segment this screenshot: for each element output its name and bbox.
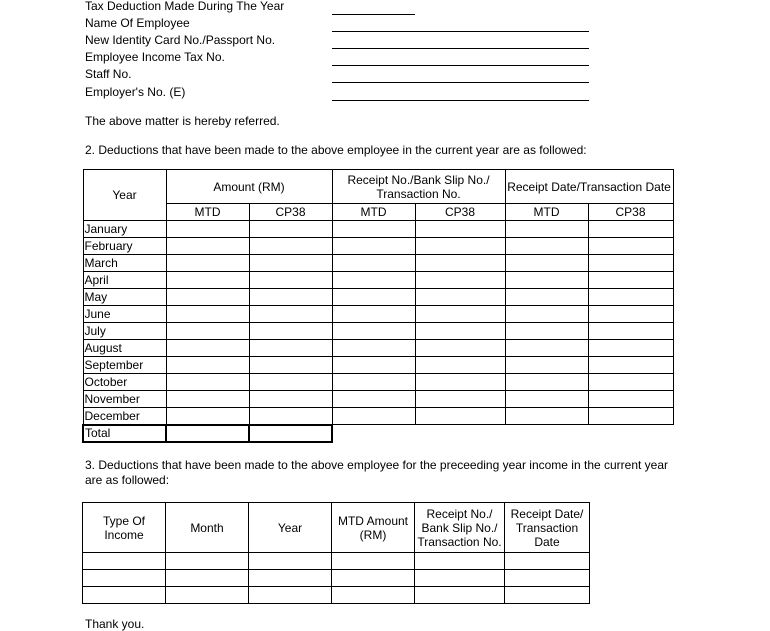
month-label: December xyxy=(83,408,166,425)
entry-cell[interactable] xyxy=(415,272,505,289)
month-row xyxy=(83,255,673,272)
month-row xyxy=(83,272,673,289)
field-label-ic-passport: New Identity Card No./Passport No. xyxy=(85,33,276,47)
entry-cell[interactable] xyxy=(249,306,332,323)
header-date3-line3: Date xyxy=(534,534,560,549)
header-amount: Amount (RM) xyxy=(166,170,332,204)
entry-cell[interactable] xyxy=(332,323,415,340)
entry-cell[interactable] xyxy=(332,255,415,272)
subheader-amount-cp38: CP38 xyxy=(249,204,332,221)
header-receipt3-line3: Transaction No. xyxy=(417,534,502,549)
entry-cell[interactable] xyxy=(588,289,673,306)
entry-cell[interactable] xyxy=(166,272,249,289)
entry-cell[interactable] xyxy=(332,289,415,306)
entry-cell[interactable] xyxy=(415,340,505,357)
header-date3-line2: Transaction xyxy=(515,520,579,535)
entry-cell[interactable] xyxy=(588,374,673,391)
field-line-ic-passport[interactable] xyxy=(332,48,589,49)
total-label: Total xyxy=(83,425,166,442)
current-year-deductions-table xyxy=(82,169,674,443)
month-label: February xyxy=(83,238,166,255)
entry-cell[interactable] xyxy=(505,255,588,272)
entry-cell[interactable] xyxy=(332,408,415,425)
month-label: January xyxy=(83,221,166,238)
entry-cell[interactable] xyxy=(249,221,332,238)
subheader-date-mtd: MTD xyxy=(505,204,588,221)
entry-cell[interactable] xyxy=(249,323,332,340)
entry-cell[interactable] xyxy=(166,357,249,374)
entry-cell[interactable] xyxy=(249,553,332,570)
field-label-staff-no: Staff No. xyxy=(85,67,132,81)
entry-cell[interactable] xyxy=(505,553,590,570)
entry-cell[interactable] xyxy=(332,391,415,408)
entry-cell[interactable] xyxy=(588,272,673,289)
entry-cell[interactable] xyxy=(332,340,415,357)
month-row xyxy=(83,306,673,323)
entry-cell[interactable] xyxy=(505,238,588,255)
field-line-employer-no[interactable] xyxy=(332,100,589,101)
entry-cell[interactable] xyxy=(415,255,505,272)
entry-cell[interactable] xyxy=(415,323,505,340)
entry-cell[interactable] xyxy=(166,374,249,391)
entry-cell[interactable] xyxy=(332,238,415,255)
intro-text: The above matter is hereby referred. xyxy=(85,114,280,128)
entry-cell[interactable] xyxy=(415,570,505,587)
entry-cell[interactable] xyxy=(249,357,332,374)
section3-title-line2: are as followed: xyxy=(85,473,170,487)
entry-cell[interactable] xyxy=(166,306,249,323)
month-label: April xyxy=(83,272,166,289)
closing-text: Thank you. xyxy=(85,617,145,631)
entry-cell[interactable] xyxy=(249,255,332,272)
entry-cell[interactable] xyxy=(415,238,505,255)
entry-cell[interactable] xyxy=(505,570,590,587)
month-label: May xyxy=(83,289,166,306)
entry-cell[interactable] xyxy=(415,374,505,391)
month-label: March xyxy=(83,255,166,272)
entry-cell[interactable] xyxy=(249,570,332,587)
table-row xyxy=(83,553,590,570)
month-label: November xyxy=(83,391,166,408)
entry-cell[interactable] xyxy=(588,340,673,357)
entry-cell[interactable] xyxy=(83,587,166,604)
entry-cell[interactable] xyxy=(83,570,166,587)
header-mtd-line2: (RM) xyxy=(359,527,387,542)
total-cp38-cell[interactable] xyxy=(249,425,332,442)
field-label-tax-deduction: Tax Deduction Made During The Year xyxy=(85,0,285,13)
subheader-receipt-mtd: MTD xyxy=(332,204,415,221)
entry-cell[interactable] xyxy=(415,553,505,570)
entry-cell[interactable] xyxy=(415,221,505,238)
month-label: July xyxy=(83,323,166,340)
entry-cell[interactable] xyxy=(505,272,588,289)
entry-cell[interactable] xyxy=(505,391,588,408)
month-row xyxy=(83,289,673,306)
entry-cell[interactable] xyxy=(415,587,505,604)
total-mtd-cell[interactable] xyxy=(166,425,249,442)
entry-cell[interactable] xyxy=(332,570,415,587)
entry-cell[interactable] xyxy=(249,289,332,306)
header-receipt xyxy=(332,170,505,204)
entry-cell[interactable] xyxy=(415,357,505,374)
entry-cell[interactable] xyxy=(588,221,673,238)
entry-cell[interactable] xyxy=(332,553,415,570)
preceding-year-deductions-table xyxy=(82,502,590,604)
month-label: October xyxy=(83,374,166,391)
entry-cell[interactable] xyxy=(415,408,505,425)
month-row xyxy=(83,374,673,391)
entry-cell[interactable] xyxy=(249,340,332,357)
entry-cell[interactable] xyxy=(249,391,332,408)
month-row xyxy=(83,238,673,255)
month-label: September xyxy=(83,357,166,374)
header-receipt-line1: Receipt No./Bank Slip No./ xyxy=(347,172,490,187)
entry-cell[interactable] xyxy=(332,374,415,391)
entry-cell[interactable] xyxy=(415,306,505,323)
header-receipt3-line1: Receipt No./ xyxy=(426,506,493,521)
month-row xyxy=(83,340,673,357)
month-row xyxy=(83,323,673,340)
entry-cell[interactable] xyxy=(166,570,249,587)
entry-cell[interactable] xyxy=(505,221,588,238)
header-type-line2: Income xyxy=(104,527,144,542)
entry-cell[interactable] xyxy=(249,408,332,425)
entry-cell[interactable] xyxy=(588,238,673,255)
entry-cell[interactable] xyxy=(249,238,332,255)
entry-cell[interactable] xyxy=(505,306,588,323)
entry-cell[interactable] xyxy=(166,340,249,357)
header-receipt-line2: Transaction No. xyxy=(376,186,461,201)
subheader-receipt-cp38: CP38 xyxy=(415,204,505,221)
entry-cell[interactable] xyxy=(505,289,588,306)
field-label-income-tax-no: Employee Income Tax No. xyxy=(85,50,225,64)
section2-title: 2. Deductions that have been made to the above employee in the current year are as followed: xyxy=(85,143,587,157)
entry-cell[interactable] xyxy=(332,272,415,289)
month-label: August xyxy=(83,340,166,357)
header-year: Year xyxy=(83,170,166,221)
month-row xyxy=(83,391,673,408)
field-line-income-tax-no[interactable] xyxy=(332,65,589,66)
entry-cell[interactable] xyxy=(332,357,415,374)
subheader-date-cp38: CP38 xyxy=(588,204,673,221)
entry-cell[interactable] xyxy=(166,255,249,272)
header-month: Month xyxy=(166,503,249,553)
entry-cell[interactable] xyxy=(415,391,505,408)
blank-cell xyxy=(332,425,415,442)
entry-cell[interactable] xyxy=(166,587,249,604)
entry-cell[interactable] xyxy=(588,391,673,408)
header-type-line1: Type Of xyxy=(102,513,146,528)
month-row xyxy=(83,357,673,374)
blank-cell xyxy=(505,425,588,442)
entry-cell[interactable] xyxy=(332,587,415,604)
header-type-of-income xyxy=(83,503,166,553)
field-line-staff-no[interactable] xyxy=(332,82,589,83)
header-mtd-amount xyxy=(332,503,415,553)
entry-cell[interactable] xyxy=(166,221,249,238)
entry-cell[interactable] xyxy=(166,323,249,340)
header-receipt-no xyxy=(415,503,505,553)
entry-cell[interactable] xyxy=(166,289,249,306)
blank-cell xyxy=(415,425,505,442)
month-label: June xyxy=(83,306,166,323)
table-row xyxy=(83,587,590,604)
entry-cell[interactable] xyxy=(332,221,415,238)
header-year: Year xyxy=(249,503,332,553)
field-label-employee-name: Name Of Employee xyxy=(85,16,190,30)
entry-cell[interactable] xyxy=(166,391,249,408)
entry-cell[interactable] xyxy=(588,323,673,340)
entry-cell[interactable] xyxy=(588,357,673,374)
entry-cell[interactable] xyxy=(588,306,673,323)
month-row xyxy=(83,408,673,425)
entry-cell[interactable] xyxy=(505,323,588,340)
entry-cell[interactable] xyxy=(505,357,588,374)
blank-cell xyxy=(588,425,673,442)
field-line-employee-name[interactable] xyxy=(332,31,589,32)
subheader-amount-mtd: MTD xyxy=(166,204,249,221)
entry-cell[interactable] xyxy=(166,553,249,570)
month-row xyxy=(83,221,673,238)
entry-cell[interactable] xyxy=(588,255,673,272)
entry-cell[interactable] xyxy=(588,408,673,425)
entry-cell[interactable] xyxy=(415,289,505,306)
header-date: Receipt Date/Transaction Date xyxy=(505,170,673,204)
entry-cell[interactable] xyxy=(166,408,249,425)
header-date3-line1: Receipt Date/ xyxy=(510,506,584,521)
entry-cell[interactable] xyxy=(249,587,332,604)
header-mtd-line1: MTD Amount xyxy=(337,513,409,528)
entry-cell[interactable] xyxy=(332,306,415,323)
field-label-employer-no: Employer's No. (E) xyxy=(85,85,186,99)
entry-cell[interactable] xyxy=(249,374,332,391)
header-receipt-date xyxy=(505,503,590,553)
entry-cell[interactable] xyxy=(505,340,588,357)
entry-cell[interactable] xyxy=(505,587,590,604)
section3-title-line1: 3. Deductions that have been made to the above employee for the preceeding year income in the current year xyxy=(85,458,669,472)
entry-cell[interactable] xyxy=(166,238,249,255)
entry-cell[interactable] xyxy=(505,374,588,391)
table-row xyxy=(83,570,590,587)
entry-cell[interactable] xyxy=(249,272,332,289)
entry-cell[interactable] xyxy=(83,553,166,570)
entry-cell[interactable] xyxy=(505,408,588,425)
header-receipt3-line2: Bank Slip No./ xyxy=(421,520,498,535)
field-line-tax-deduction[interactable] xyxy=(332,14,415,15)
